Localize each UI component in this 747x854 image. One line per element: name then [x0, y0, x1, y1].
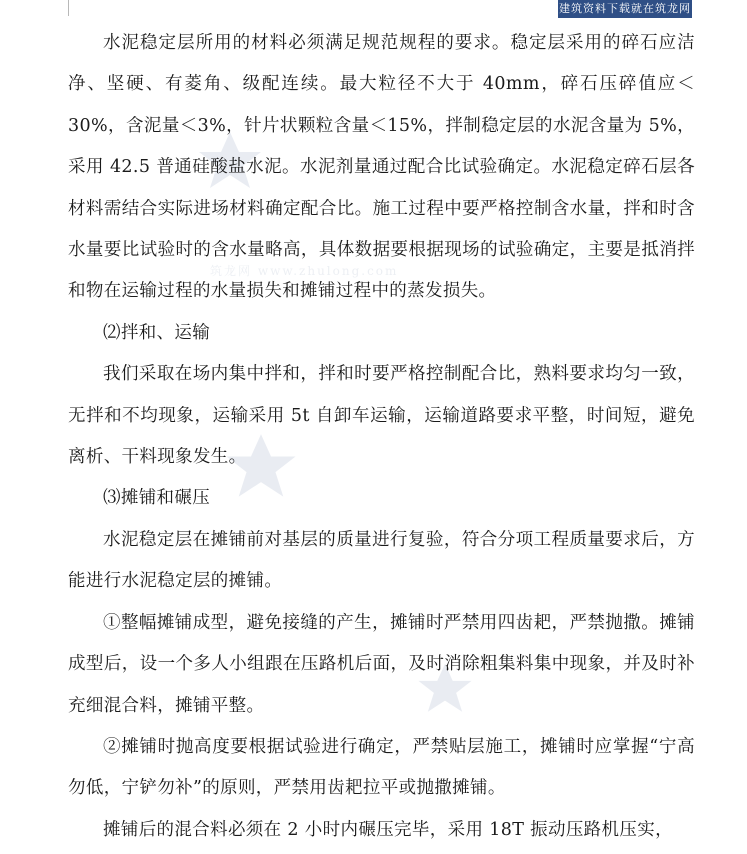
paragraph-mixing-transport: 我们采取在场内集中拌和，拌和时要严格控制配合比，熟料要求均匀一致，无拌和不均现象，运输采用 5t 自卸车运输，运输道路要求平整，时间短，避免离析、干料现象发生。 [68, 364, 695, 468]
page-margin-marker [68, 0, 69, 16]
document-body [68, 23, 695, 851]
paragraph-paving-height: ②摊铺时抛高度要根据试验进行确定，严禁贴层施工，摊铺时应掌握“宁高勿低，宁铲勿补”的原则，严禁用齿耙拉平或抛撒摊铺。 [68, 736, 695, 799]
paragraph-full-width-paving: ①整幅摊铺成型，避免接缝的产生，摊铺时严禁用四齿耙，严禁抛撒。摊铺成型后，设一个多人小组跟在压路机后面，及时消除粗集料集中现象，并及时补充细混合料，摊铺平整。 [68, 612, 695, 716]
paragraph-base-inspection: 水泥稳定层在摊铺前对基层的质量进行复验，符合分项工程质量要求后，方能进行水泥稳定层的摊铺。 [68, 529, 695, 592]
section-heading-paving-compaction: ⑶摊铺和碾压 [103, 488, 211, 509]
paragraph-material-requirements: 水泥稳定层所用的材料必须满足规范规程的要求。稳定层采用的碎石应洁净、坚硬、有菱角、级配连续。最大粒径不大于 40mm，碎石压碎值应＜30%，含泥量＜3%，针片状颗粒含量＜15%，拌制稳定层的水泥含量为 5%，采用 42.5 普通硅酸盐水泥。水泥剂量通过配合比试验确定。水泥稳定碎石层各材料需结合实际进场材料确定配合比。施工过程中要严格控制含水量，拌和时含水量要比试验时的含水量略高，具体数据要根据现场的试验确定，主要是抵消拌和物在运输过程的水量损失和摊铺过程中的蒸发损失。 [68, 33, 695, 302]
paragraph-compaction-time: 摊铺后的混合料必须在 2 小时内碾压完毕，采用 18T 振动压路机压实， [103, 819, 673, 840]
watermark-text: 筑龙网 www.zhulong.com [210, 264, 399, 278]
section-heading-mixing-transport: ⑵拌和、运输 [103, 322, 211, 343]
watermark-banner: 建筑资料下载就在筑龙网 [558, 0, 692, 18]
